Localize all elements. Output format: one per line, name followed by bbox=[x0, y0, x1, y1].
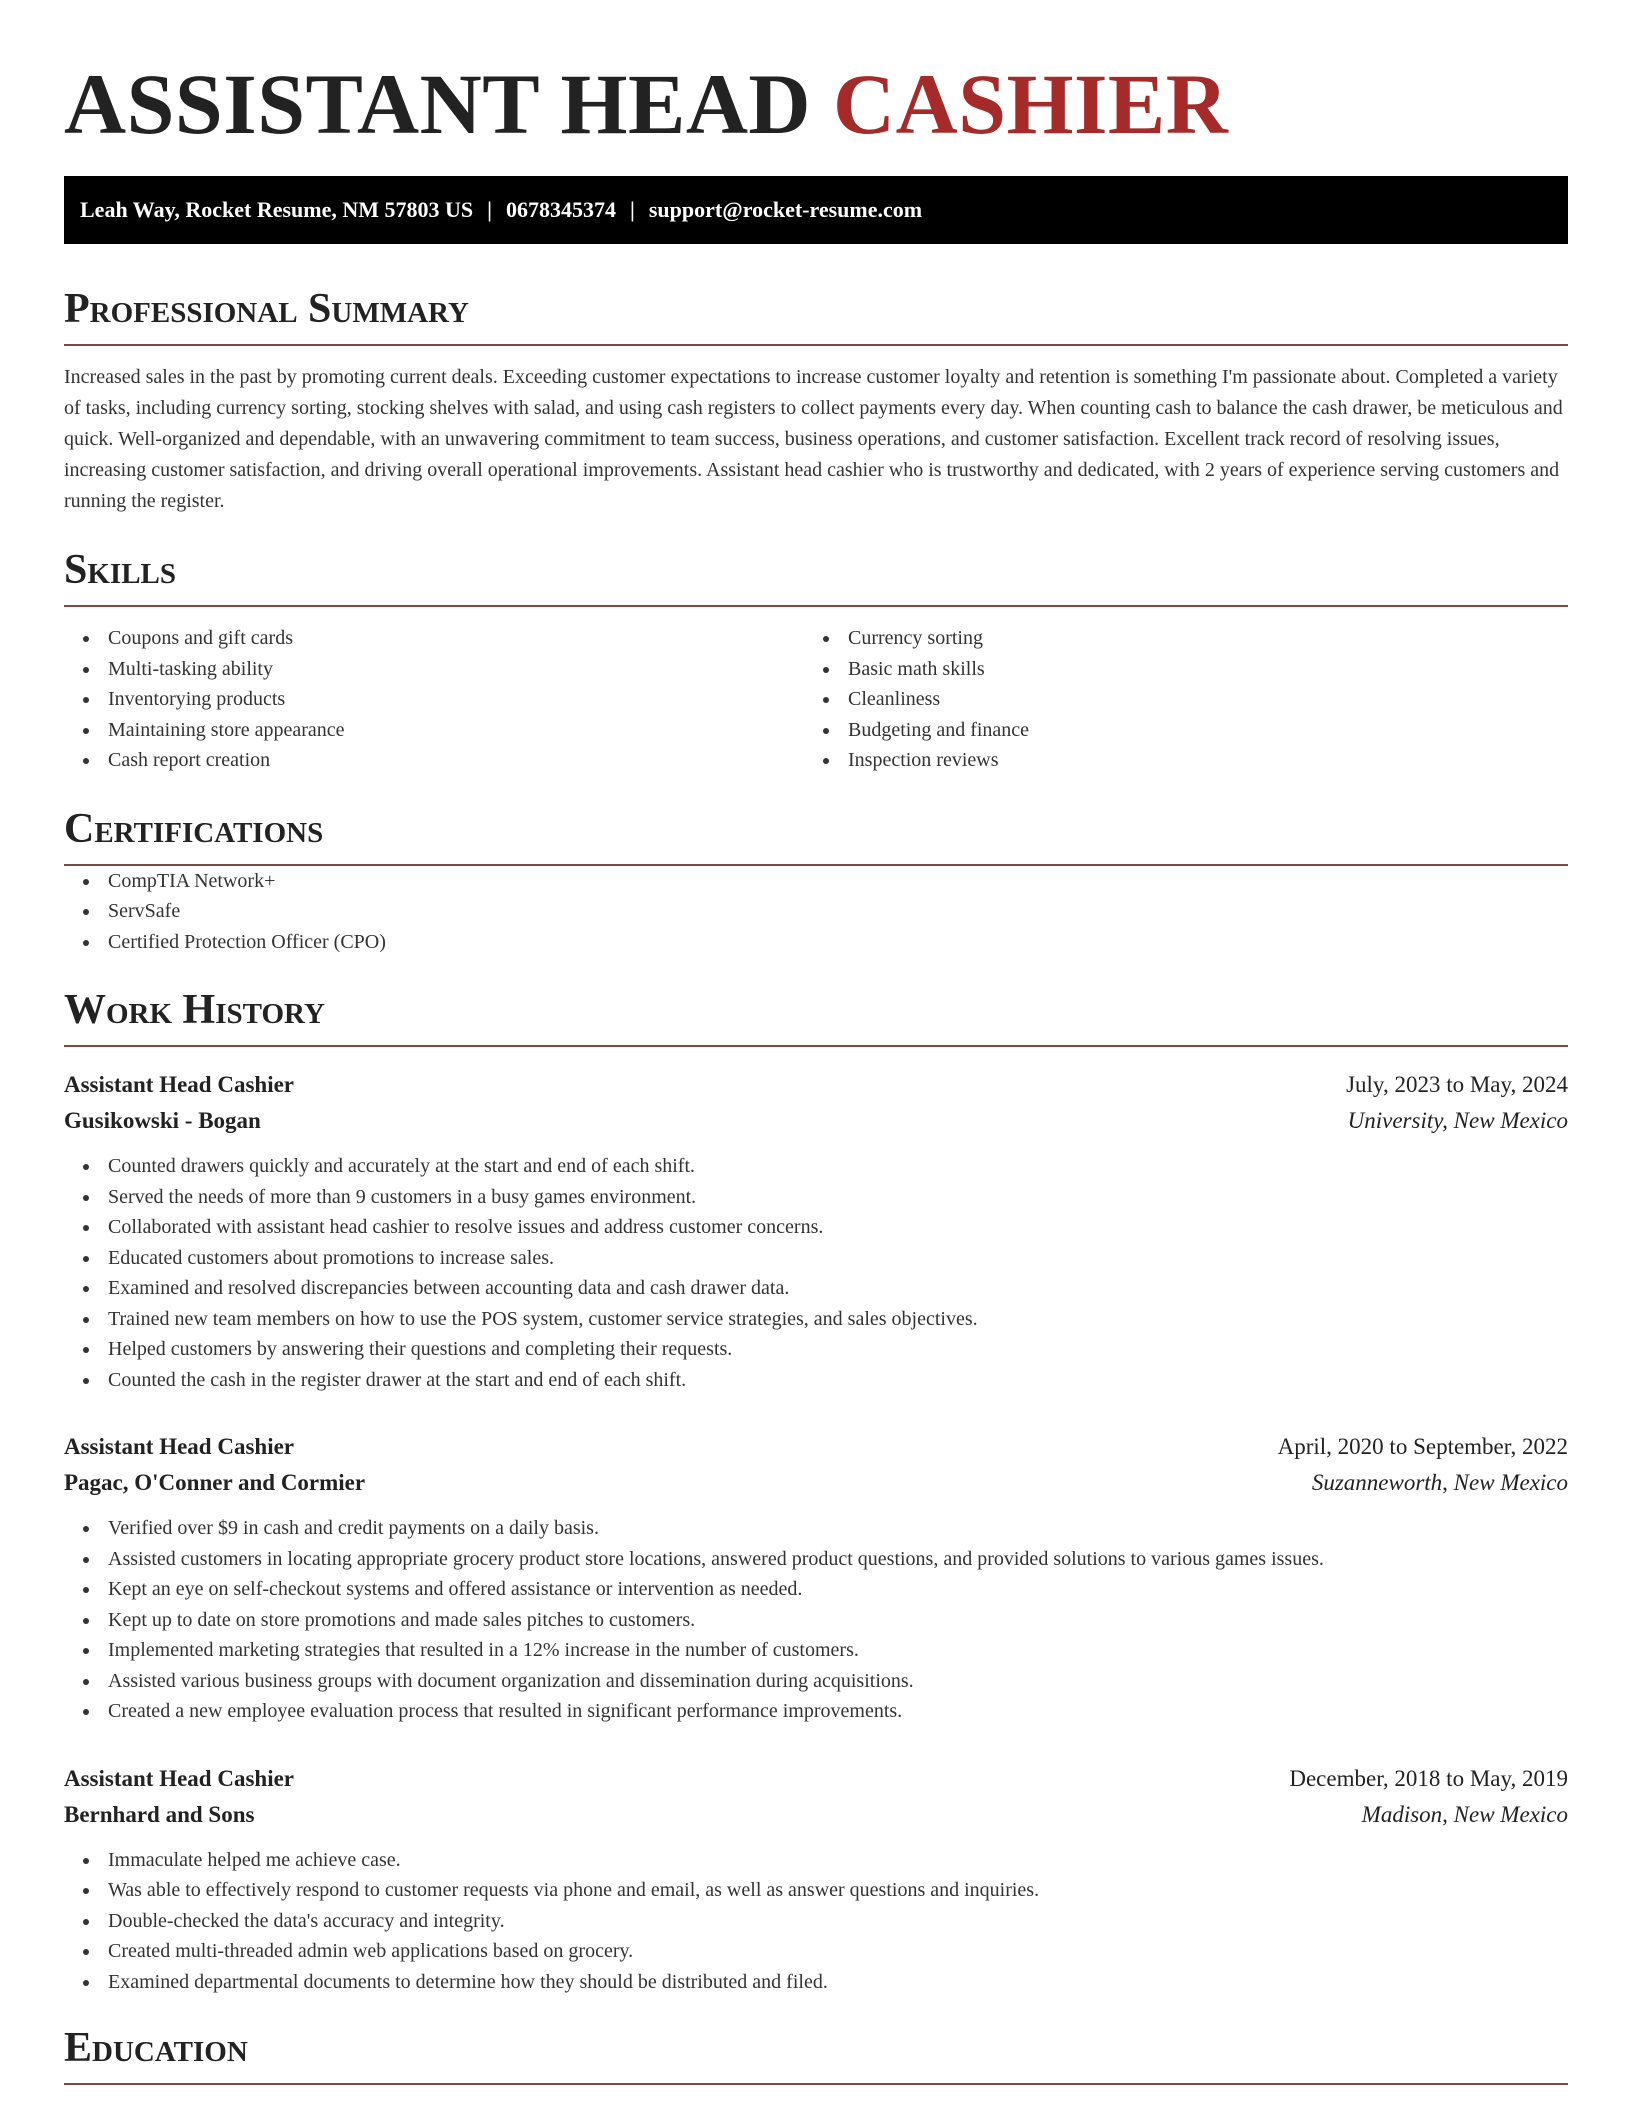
job-duty: Helped customers by answering their questions and completing their requests. bbox=[64, 1334, 1568, 1365]
title-main: ASSISTANT HEAD bbox=[64, 56, 834, 152]
skill-item: Inventorying products bbox=[64, 684, 804, 715]
job-duty: Created a new employee evaluation process that resulted in significant performance improvements. bbox=[64, 1696, 1568, 1727]
job-header-row bbox=[64, 1761, 1568, 1797]
job-company-row bbox=[64, 1465, 1568, 1501]
skills-list bbox=[64, 623, 1568, 776]
certification-item: CompTIA Network+ bbox=[64, 866, 1568, 897]
job-entry bbox=[64, 1067, 1568, 1395]
skill-item: Currency sorting bbox=[804, 623, 1544, 654]
job-duty: Assisted customers in locating appropriate grocery product store locations, answered product questions, and provided solutions to various games issues. bbox=[64, 1544, 1568, 1575]
job-company-row bbox=[64, 1103, 1568, 1139]
job-entry bbox=[64, 1761, 1568, 1998]
job-duty: Created multi-threaded admin web applications based on grocery. bbox=[64, 1936, 1568, 1967]
job-duty: Double-checked the data's accuracy and integrity. bbox=[64, 1906, 1568, 1937]
skills-column-left bbox=[64, 623, 804, 776]
skill-item: Cash report creation bbox=[64, 745, 804, 776]
skill-item: Cleanliness bbox=[804, 684, 1544, 715]
job-title: Assistant Head Cashier bbox=[64, 1765, 295, 1791]
job-duty: Served the needs of more than 9 customers in a busy games environment. bbox=[64, 1182, 1568, 1213]
contact-bar bbox=[64, 176, 1568, 244]
job-header-row bbox=[64, 1067, 1568, 1103]
job-duty: Kept up to date on store promotions and made sales pitches to customers. bbox=[64, 1605, 1568, 1636]
job-duty: Was able to effectively respond to customer requests via phone and email, as well as answer questions and inquiries. bbox=[64, 1875, 1568, 1906]
job-title: Assistant Head Cashier bbox=[64, 1072, 295, 1097]
skill-item: Coupons and gift cards bbox=[64, 623, 804, 654]
skill-item: Inspection reviews bbox=[804, 745, 1544, 776]
title-accent: CASHIER bbox=[833, 56, 1229, 152]
job-duty: Counted the cash in the register drawer at the start and end of each shift. bbox=[64, 1365, 1568, 1396]
job-company: Pagac, O'Conner and Cormier bbox=[64, 1470, 366, 1495]
section-heading-summary: Professional Summary bbox=[64, 284, 1568, 346]
contact-phone: 0678345374 bbox=[506, 197, 617, 222]
skill-item: Budgeting and finance bbox=[804, 715, 1544, 746]
job-duty: Educated customers about promotions to increase sales. bbox=[64, 1243, 1568, 1274]
job-location: University, New Mexico bbox=[1347, 1108, 1568, 1133]
job-duties-list bbox=[64, 1513, 1568, 1727]
section-heading-skills: Skills bbox=[64, 545, 1568, 607]
job-duty: Kept an eye on self-checkout systems and offered assistance or intervention as needed. bbox=[64, 1574, 1568, 1605]
skill-item: Multi-tasking ability bbox=[64, 654, 804, 685]
certification-item: Certified Protection Officer (CPO) bbox=[64, 927, 1568, 958]
contact-separator: | bbox=[487, 197, 493, 222]
job-duties-list bbox=[64, 1151, 1568, 1395]
certifications-list bbox=[64, 866, 1568, 958]
job-entry bbox=[64, 1429, 1568, 1727]
job-dates: December, 2018 to May, 2019 bbox=[1289, 1765, 1568, 1791]
section-heading-work-history: Work History bbox=[64, 985, 1568, 1047]
skill-item: Maintaining store appearance bbox=[64, 715, 804, 746]
skill-item: Basic math skills bbox=[804, 654, 1544, 685]
job-title: Assistant Head Cashier bbox=[64, 1434, 295, 1459]
job-duty: Verified over $9 in cash and credit payments on a daily basis. bbox=[64, 1513, 1568, 1544]
job-dates: April, 2020 to September, 2022 bbox=[1277, 1434, 1568, 1459]
summary-text: Increased sales in the past by promoting current deals. Exceeding customer expectations to increase customer loyalty and retention is something I'm passionate about. Completed a variety of tasks, including currency sorting, stocking shelves with salad, and using cash registers to collect payments every day. When counting cash to balance the cash drawer, be meticulous and quick. Well-organized and dependable, with an unwavering commitment to team success, business operations, and customer satisfaction. Excellent track record of resolving issues, increasing customer satisfaction, and driving overall operational improvements. Assistant head cashier who is trustworthy and dedicated, with 2 years of experience serving customers and running the register. bbox=[64, 366, 1563, 512]
skills-column-right bbox=[804, 623, 1544, 776]
job-company: Bernhard and Sons bbox=[64, 1801, 255, 1827]
job-duty: Implemented marketing strategies that resulted in a 12% increase in the number of customers. bbox=[64, 1635, 1568, 1666]
job-duty: Counted drawers quickly and accurately at the start and end of each shift. bbox=[64, 1151, 1568, 1182]
job-duty: Immaculate helped me achieve case. bbox=[64, 1845, 1568, 1876]
job-duty: Assisted various business groups with document organization and dissemination during acquisitions. bbox=[64, 1666, 1568, 1697]
contact-address: Leah Way, Rocket Resume, NM 57803 US bbox=[80, 197, 474, 222]
certification-item: ServSafe bbox=[64, 896, 1568, 927]
job-duties-list bbox=[64, 1845, 1568, 1998]
job-company: Gusikowski - Bogan bbox=[64, 1108, 261, 1133]
section-heading-education: Education bbox=[64, 2023, 1568, 2085]
contact-email: support@rocket-resume.com bbox=[648, 197, 923, 222]
job-header-row bbox=[64, 1429, 1568, 1465]
resume-title bbox=[64, 0, 1568, 154]
job-location: Suzanneworth, New Mexico bbox=[1311, 1470, 1568, 1495]
job-company-row bbox=[64, 1797, 1568, 1833]
job-duty: Trained new team members on how to use the POS system, customer service strategies, and sales objectives. bbox=[64, 1304, 1568, 1335]
job-dates: July, 2023 to May, 2024 bbox=[1346, 1072, 1568, 1097]
job-duty: Collaborated with assistant head cashier to resolve issues and address customer concerns. bbox=[64, 1212, 1568, 1243]
job-duty: Examined and resolved discrepancies between accounting data and cash drawer data. bbox=[64, 1273, 1568, 1304]
contact-separator: | bbox=[630, 197, 635, 222]
job-location: Madison, New Mexico bbox=[1361, 1801, 1568, 1827]
section-heading-certifications: Certifications bbox=[64, 804, 1568, 866]
job-duty: Examined departmental documents to determine how they should be distributed and filed. bbox=[64, 1967, 1568, 1998]
